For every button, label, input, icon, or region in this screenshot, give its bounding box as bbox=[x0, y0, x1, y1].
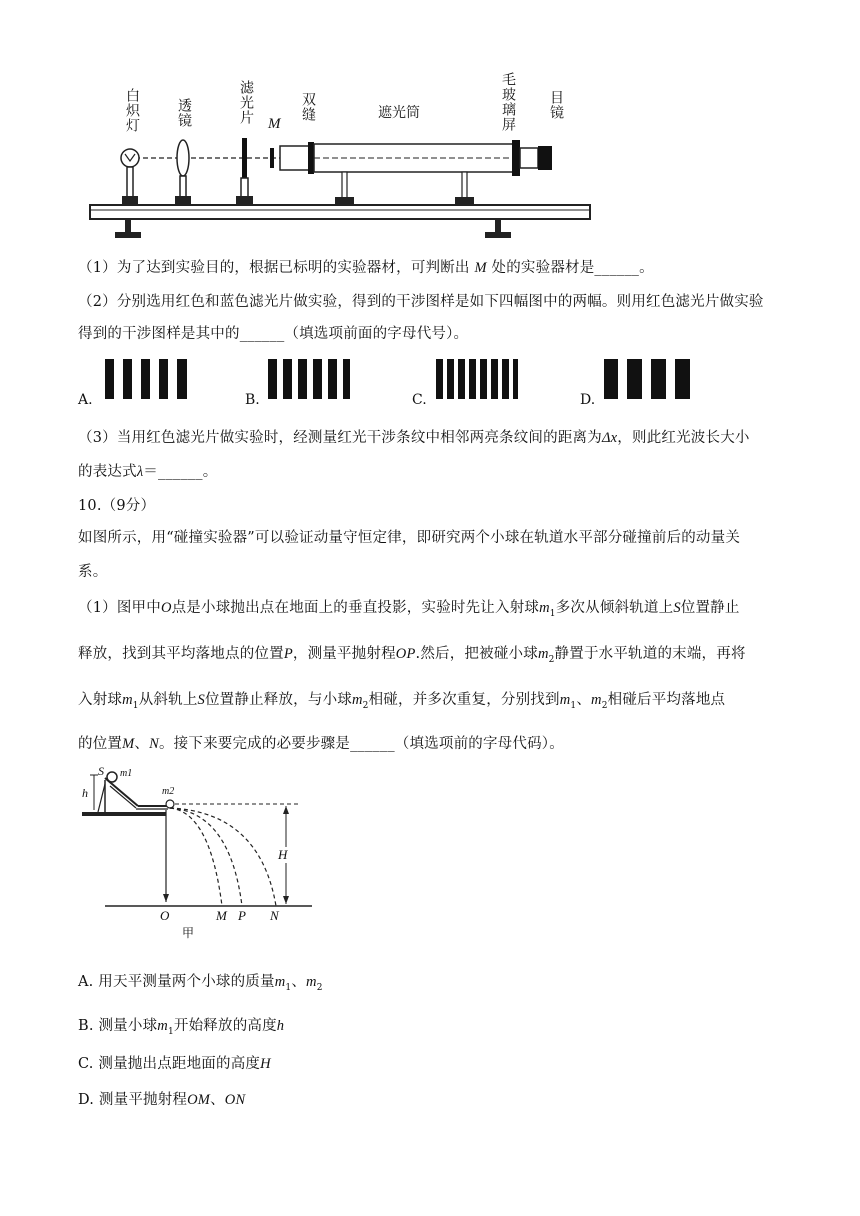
fig-label-h: h bbox=[82, 786, 88, 800]
label-filter: 滤光片 bbox=[238, 80, 254, 125]
fig-label-p: P bbox=[238, 908, 246, 923]
q10-intro-line1: 如图所示，用“碰撞实验器”可以验证动量守恒定律，即研究两个小球在轨道水平部分碰撞前后的动量关 bbox=[78, 530, 741, 546]
fringe-pattern-d bbox=[604, 359, 690, 399]
q10-part1-line3: 入射球$m_1$从斜轨上S位置静止释放，与小球$m_2$相碰，并多次重复，分别找到$m_1$、$m_2$相碰后平均落地点 bbox=[78, 692, 726, 711]
fig-label-m: M bbox=[216, 908, 227, 923]
option-c-label: C. bbox=[412, 392, 427, 408]
q9-part3-line1: （3）当用红色滤光片做实验时，经测量红光干涉条纹中相邻两亮条纹间的距离为Δx，则此红光波长大小 bbox=[78, 430, 750, 446]
fig-label-o: O bbox=[160, 908, 170, 923]
option-b-label: B. bbox=[245, 392, 260, 408]
label-hood: 遮光筒 bbox=[378, 105, 420, 121]
collision-figure bbox=[80, 762, 320, 942]
fig-label-m1: m1 bbox=[120, 768, 133, 779]
q9-part2-line1: （2）分别选用红色和蓝色滤光片做实验，得到的干涉图样是如下四幅图中的两幅。则用红色滤光片做实验 bbox=[78, 294, 764, 310]
apparatus-drawing bbox=[80, 60, 600, 245]
fig-label-s: S bbox=[98, 764, 104, 778]
fig-caption: 甲 bbox=[182, 926, 195, 940]
option-a-label: A. bbox=[78, 392, 93, 408]
q9-part1: （1）为了达到实验目的，根据已标明的实验器材，可判断出 M 处的实验器材是______。 bbox=[78, 260, 654, 276]
q10-part1-line4: 的位置M、N。接下来要完成的必要步骤是______（填选项前的字母代码）。 bbox=[78, 736, 564, 752]
choice-c: C. 测量抛出点距地面的高度H bbox=[78, 1056, 271, 1072]
fig-label-H: H bbox=[278, 847, 288, 862]
fringe-pattern-b bbox=[268, 359, 350, 399]
fig-label-n: N bbox=[270, 908, 279, 923]
fig-label-m2: m2 bbox=[162, 786, 175, 797]
label-m: M bbox=[268, 116, 281, 132]
label-eyepiece: 目镜 bbox=[548, 90, 564, 120]
label-double-slit: 双缝 bbox=[300, 92, 316, 122]
option-d-label: D. bbox=[580, 392, 596, 408]
interference-apparatus-figure bbox=[80, 60, 600, 245]
q9-part2-line2: 得到的干涉图样是其中的______（填选项前面的字母代号）。 bbox=[78, 326, 469, 342]
label-lamp: 白炽灯 bbox=[124, 88, 140, 133]
label-lens: 透镜 bbox=[176, 98, 192, 128]
label-screen: 毛玻璃屏 bbox=[500, 72, 516, 132]
q10-number: 10.（9分） bbox=[78, 498, 156, 514]
choice-d: D. 测量平抛射程OM、ON bbox=[78, 1092, 246, 1108]
q10-part1-line2: 释放，找到其平均落地点的位置P，测量平抛射程OP.然后，把被碰小球$m_2$静置于水平轨道的末端，再将 bbox=[78, 646, 746, 665]
choice-b: B. 测量小球$m_1$开始释放的高度h bbox=[78, 1018, 285, 1037]
q10-intro-line2: 系。 bbox=[78, 564, 108, 580]
q9-part3-line2: 的表达式λ＝______。 bbox=[78, 464, 218, 480]
fringe-pattern-a bbox=[105, 359, 187, 399]
q10-part1-line1: （1）图甲中O点是小球抛出点在地面上的垂直投影，实验时先让入射球$m_1$多次从倾斜轨道上S位置静止 bbox=[78, 600, 740, 619]
fringe-pattern-c bbox=[436, 359, 518, 399]
choice-a: A. 用天平测量两个小球的质量$m_1$、$m_2$ bbox=[78, 974, 323, 993]
